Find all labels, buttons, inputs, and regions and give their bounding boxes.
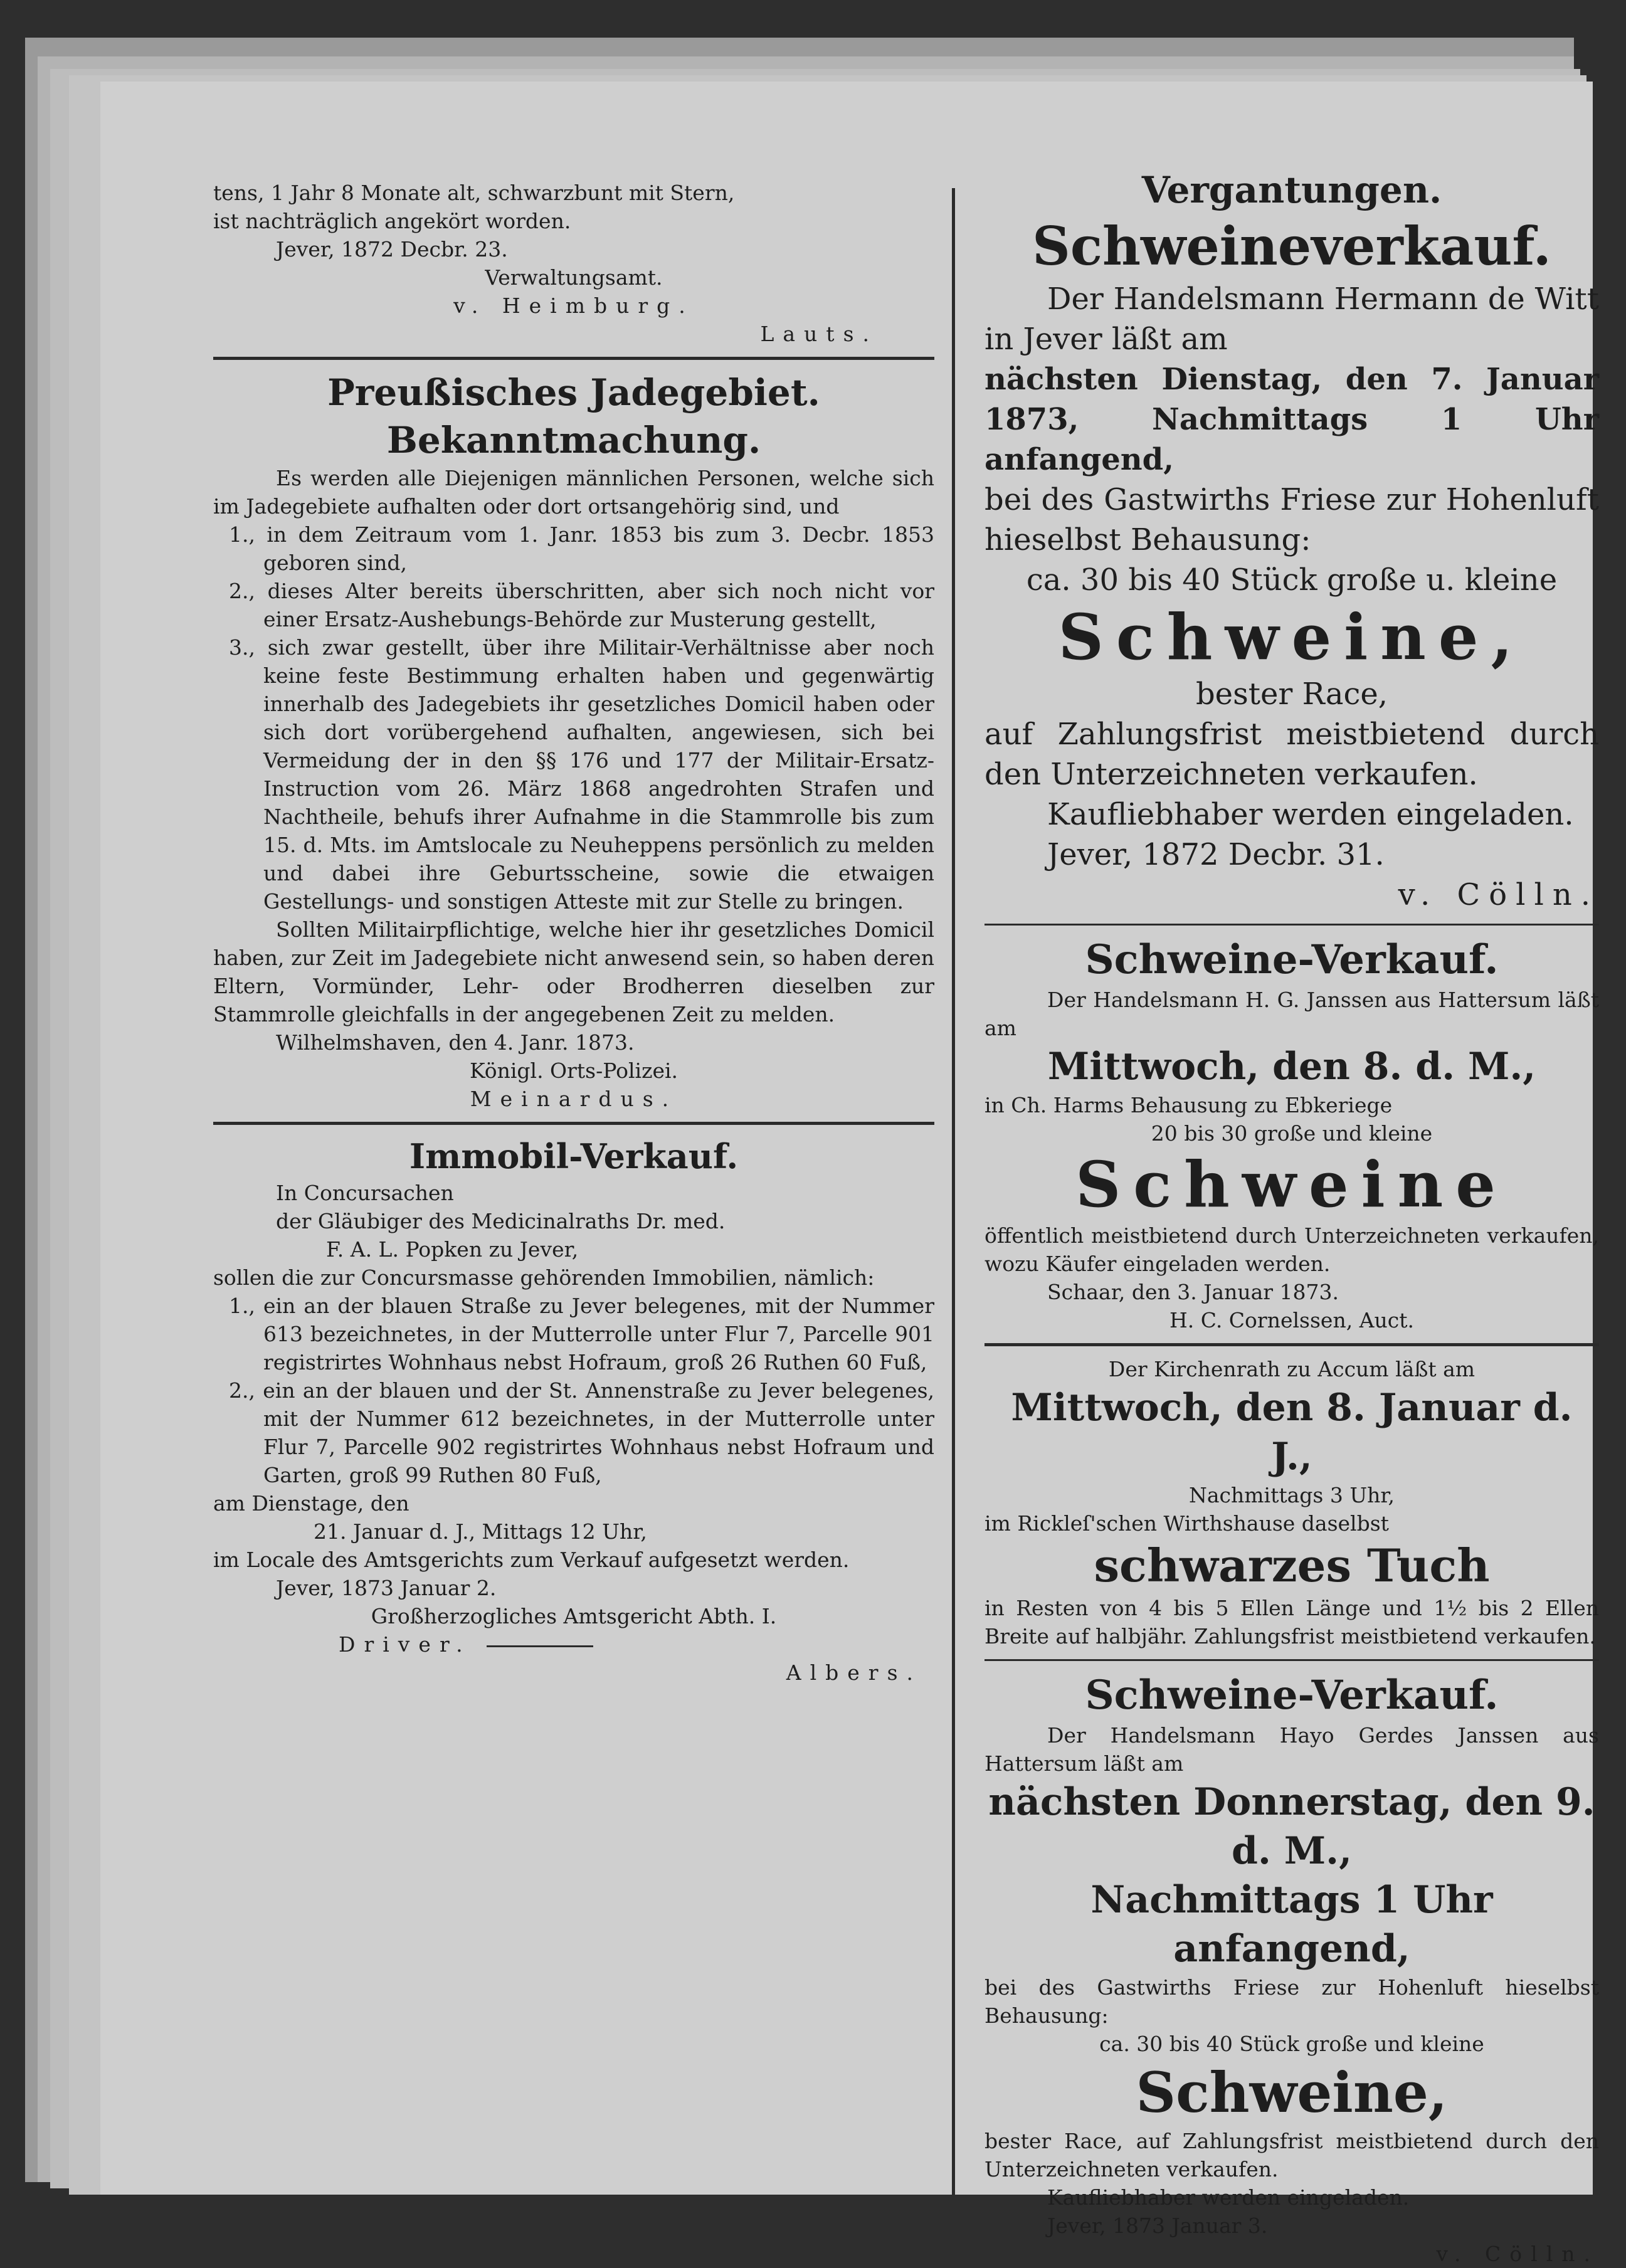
ad1-big: Schweine, xyxy=(1058,600,1526,674)
ad4-signer: v. Cölln. xyxy=(1436,2242,1599,2266)
immobil-line-2: der Gläubiger des Medicinalraths Dr. med. xyxy=(276,1209,726,1233)
ad1-line-7: Kaufliebhaber werden eingeladen. xyxy=(1047,797,1574,832)
separator xyxy=(985,1343,1599,1346)
ad-schweine-verkauf-3 xyxy=(985,1670,1599,2268)
ad-schweineverkauf-1 xyxy=(985,214,1599,915)
jade-notice xyxy=(213,369,934,1113)
ad1-line-2: nächsten Dienstag, den 7. Januar 1873, Nachmittags 1 Uhr anfangend, xyxy=(985,362,1599,477)
jade-intro: Es werden alle Diejenigen männlichen Personen, welche sich im Jadegebiete aufhalten oder dort ortsangehörig sind, und xyxy=(213,466,934,519)
ad4-line-2: nächsten Donnerstag, den 9. d. M., xyxy=(988,1780,1595,1873)
ad2-line-3: in Ch. Harms Behausung zu Ebkeriege xyxy=(985,1093,1393,1117)
ad3-big: schwarzes Tuch xyxy=(1094,1539,1490,1592)
top-notice xyxy=(213,179,934,348)
ad3-line-3: Nachmittags 3 Uhr, xyxy=(1188,1483,1395,1507)
ad4-line-3: Nachmittags 1 Uhr anfangend, xyxy=(1090,1878,1493,1971)
top-notice-clerk: Lauts. xyxy=(760,322,878,346)
jade-place: Wilhelmshaven, den 4. Janr. 1873. xyxy=(276,1030,635,1055)
ad3-line-5: in Resten von 4 bis 5 Ellen Länge und 1½ bis 2 Ellen Breite auf halbjähr. Zahlungsfrist meistbietend verkaufen. xyxy=(985,1596,1599,1648)
separator xyxy=(985,924,1599,926)
top-notice-signer: v. Heimburg. xyxy=(453,293,694,318)
ad1-line-3: bei des Gastwirths Friese zur Hohenluft hieselbst Behausung: xyxy=(985,482,1599,557)
ad2-line-4: 20 bis 30 große und kleine xyxy=(1151,1121,1433,1146)
ad2-line-5: öffentlich meistbietend durch Unterzeichneten verkaufen, wozu Käufer eingeladen werden. xyxy=(985,1223,1599,1276)
jade-header: Preußisches Jadegebiet. xyxy=(327,371,820,414)
immobil-title: Immobil-Verkauf. xyxy=(409,1136,739,1176)
ad4-line-1: Der Handelsmann Hayo Gerdes Janssen aus Hattersum läßt am xyxy=(985,1723,1599,1776)
ad3-line-4: im Rickleſ'schen Wirthshause daselbst xyxy=(985,1511,1389,1536)
ad2-big: Schweine xyxy=(1075,1147,1508,1221)
separator xyxy=(985,1659,1599,1661)
ad3-line-2: Mittwoch, den 8. Januar d. J., xyxy=(1011,1386,1573,1479)
column-divider xyxy=(952,188,955,2195)
immobil-notice xyxy=(213,1134,934,1687)
immobil-signer-name: Driver. xyxy=(339,1632,472,1657)
ad1-line-4: ca. 30 bis 40 Stück große u. kleine xyxy=(1026,562,1558,598)
jade-title: Bekanntmachung. xyxy=(386,419,761,462)
immobil-line-1: In Concursachen xyxy=(276,1181,454,1205)
ad1-signer: v. Cölln. xyxy=(1398,877,1599,912)
ad3-line-1: Der Kirchenrath zu Accum läßt am xyxy=(1108,1357,1476,1381)
immobil-clerk: Albers. xyxy=(786,1660,922,1685)
jade-office: Königl. Orts-Polizei. xyxy=(469,1058,678,1083)
ad1-line-6: auf Zahlungsfrist meistbietend durch den Unterzeichneten verkaufen. xyxy=(985,717,1599,792)
top-notice-line-2: ist nachträglich angekört worden. xyxy=(213,209,571,233)
immobil-item-2: 2., ein an der blauen und der St. Annenstraße zu Jever belegenes, mit der Nummer 612 bezeichnetes, in der Mutterrolle unter Flur 7, Parcelle 902 registrirtes Wohnhaus nebst Hofraum und Garten, groß 99 Ruthen 80 Fuß, xyxy=(229,1378,934,1487)
ad2-line-2: Mittwoch, den 8. d. M., xyxy=(1047,1045,1536,1089)
ad4-title: Schweine-Verkauf. xyxy=(1085,1672,1499,1719)
ad4-line-5: ca. 30 bis 40 Stück große und kleine xyxy=(1099,2032,1484,2056)
immobil-line-4: sollen die zur Concursmasse gehörenden Immobilien, nämlich: xyxy=(213,1265,875,1290)
jade-para-2: Sollten Militairpflichtige, welche hier ihr gesetzliches Domicil haben, zur Zeit im Jadegebiete nicht anwesend sein, so haben deren Eltern, Vormünder, Lehr- oder Brodherren dieselben zur Stammrolle gleichfalls in der angegebenen Zeit zu melden. xyxy=(213,917,934,1026)
top-notice-place: Jever, 1872 Decbr. 23. xyxy=(276,237,508,261)
left-column xyxy=(213,94,934,1687)
ad-schwarzes-tuch xyxy=(985,1355,1599,1650)
immobil-place: Jever, 1873 Januar 2. xyxy=(276,1576,497,1600)
jade-item-3: 3., sich zwar gestellt, über ihre Militair-Verhältnisse aber noch keine feste Bestimmung erhalten haben und gegenwärtig innerhalb des Jadegebiets ihr gesetzliches Domicil haben oder sich dort vorübergehend aufhalten, angewiesen, sich bei Vermeidung der in den §§ 176 und 177 der Militair-Ersatz-Instruction vom 26. März 1868 angedrohten Strafen und Nachtheile, behufs ihrer Aufnahme in die Stammrolle bis zum 15. d. Mts. im Amtslocale zu Neuheppens persönlich zu melden und dabei ihre Geburtsscheine, sowie die etwaigen Gestellungs- und sonstigen Atteste mit zur Stelle zu bringen. xyxy=(229,635,934,914)
jade-item-1: 1., in dem Zeitraum vom 1. Janr. 1853 bis zum 3. Decbr. 1853 geboren sind, xyxy=(229,522,934,575)
ad4-line-7: Kaufliebhaber werden eingeladen. xyxy=(1047,2185,1410,2210)
ad1-line-1: Der Handelsmann Hermann de Witt in Jever läßt am xyxy=(985,282,1599,357)
vergantungen-header: Vergantungen. xyxy=(1141,169,1442,211)
immobil-line-5: am Dienstage, den xyxy=(213,1491,409,1516)
signature-line xyxy=(487,1645,593,1647)
jade-item-2: 2., dieses Alter bereits überschritten, aber sich noch nicht vor einer Ersatz-Aushebungs-Behörde zur Musterung gestellt, xyxy=(229,579,934,631)
ad2-place: Schaar, den 3. Januar 1873. xyxy=(1047,1280,1339,1304)
ad1-place: Jever, 1872 Decbr. 31. xyxy=(1047,837,1385,872)
top-notice-line-1: tens, 1 Jahr 8 Monate alt, schwarzbunt mit Stern, xyxy=(213,181,735,205)
separator xyxy=(213,357,934,360)
ad1-title: Schweineverkauf. xyxy=(1032,215,1551,277)
ad2-title: Schweine-Verkauf. xyxy=(1085,936,1499,983)
ad2-signer: H. C. Cornelssen, Auct. xyxy=(1169,1308,1414,1332)
ad-schweine-verkauf-2 xyxy=(985,934,1599,1334)
immobil-office: Großherzogliches Amtsgericht Abth. I. xyxy=(371,1604,777,1628)
jade-signer: Meinardus. xyxy=(470,1087,678,1111)
separator xyxy=(213,1122,934,1125)
ad4-place: Jever, 1873 Januar 3. xyxy=(1047,2213,1268,2238)
ad4-line-6: bester Race, auf Zahlungsfrist meistbietend durch den Unterzeichneten verkaufen. xyxy=(985,2129,1599,2181)
right-column xyxy=(985,94,1599,2268)
immobil-line-6: 21. Januar d. J., Mittags 12 Uhr, xyxy=(314,1519,647,1544)
immobil-item-1: 1., ein an der blauen Straße zu Jever belegenes, mit der Nummer 613 bezeichnetes, in der Mutterrolle unter Flur 7, Parcelle 901 registrirtes Wohnhaus nebst Hofraum, groß 26 Ruthen 60 Fuß, xyxy=(229,1294,934,1374)
ad2-line-1: Der Handelsmann H. G. Janssen aus Hattersum läßt am xyxy=(985,988,1599,1040)
ad1-line-5: bester Race, xyxy=(1195,677,1388,712)
ad4-big: Schweine, xyxy=(1136,2060,1448,2125)
top-notice-office: Verwaltungsamt. xyxy=(485,265,663,290)
immobil-signer xyxy=(213,1630,934,1659)
immobil-line-7: im Locale des Amtsgerichts zum Verkauf aufgesetzt werden. xyxy=(213,1548,850,1572)
ad4-line-4: bei des Gastwirths Friese zur Hohenluft hieselbst Behausung: xyxy=(985,1975,1599,2028)
immobil-line-3: F. A. L. Popken zu Jever, xyxy=(326,1237,579,1262)
